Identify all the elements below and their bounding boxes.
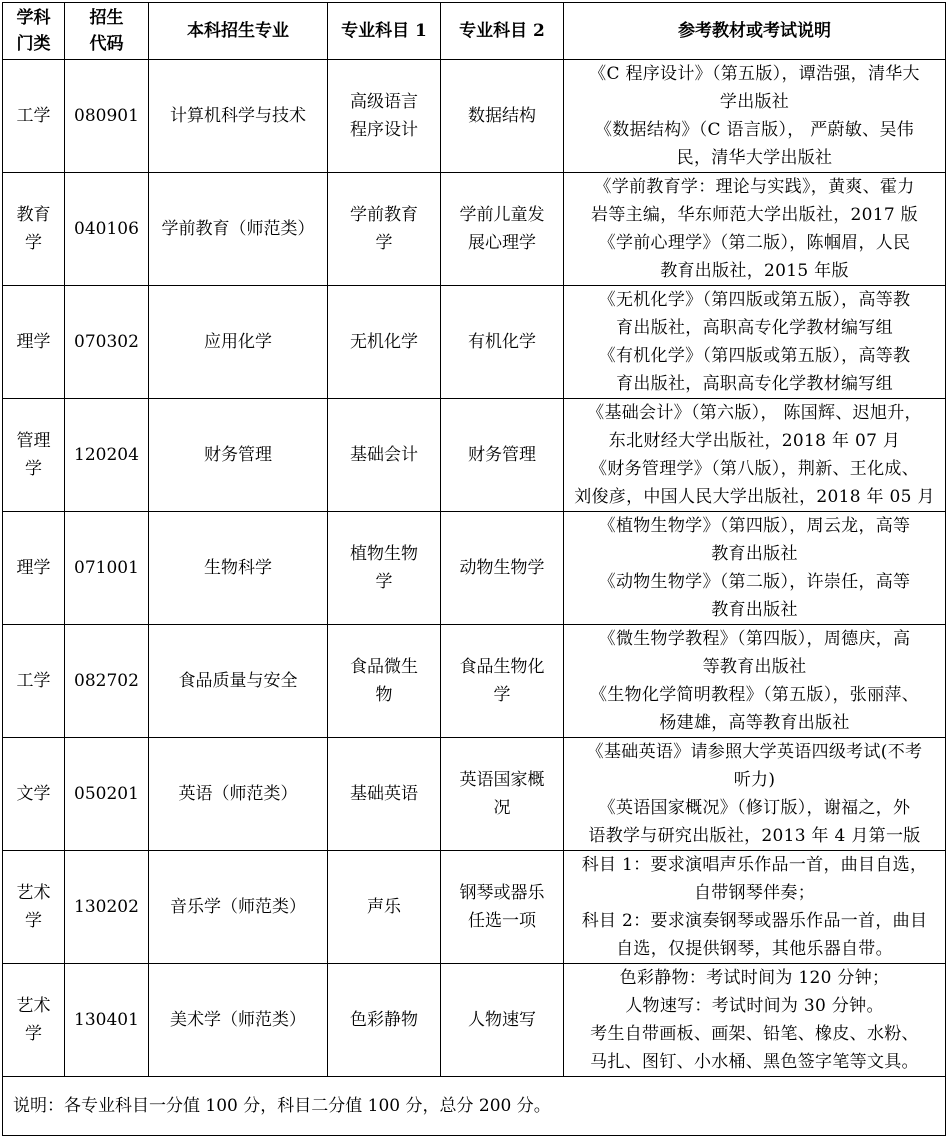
reference-cell-line: 教育出版社 <box>711 600 798 620</box>
category-cell <box>3 738 65 851</box>
reference-cell <box>564 286 946 399</box>
reference-cell-line: 东北财经大学出版社，2018 年 07 月 <box>608 431 901 451</box>
reference-cell-line: 《财务管理学》（第八版），荆新、王化成、 <box>590 459 919 479</box>
subject2-cell-line: 有机化学 <box>468 332 536 352</box>
subject2-cell <box>441 625 564 738</box>
subject1-cell-line: 物 <box>375 685 393 705</box>
subject2-cell-line: 展心理学 <box>468 233 536 253</box>
reference-cell-line: 学出版社 <box>719 92 790 112</box>
subject1-cell-line: 植物生物 <box>350 544 418 564</box>
category-cell <box>3 173 65 286</box>
subject1-cell-line: 食品微生 <box>350 657 418 677</box>
subject1-cell <box>328 286 441 399</box>
header-reference: 参考教材或考试说明 <box>564 3 946 60</box>
reference-cell-line: 《生物化学简明教程》（第五版），张丽萍、 <box>590 685 919 705</box>
header-major: 本科招生专业 <box>149 3 328 60</box>
major-cell: 应用化学 <box>149 286 328 399</box>
subject1-cell <box>328 851 441 964</box>
reference-cell-line: 教育出版社，2015 年版 <box>660 261 849 281</box>
code-cell: 071001 <box>65 512 149 625</box>
subject1-cell <box>328 60 441 173</box>
subject2-cell <box>441 399 564 512</box>
header-code: 招生 代码 <box>65 3 149 60</box>
reference-cell-line: 《动物生物学》（第二版），许崇任，高等 <box>598 572 911 592</box>
subject2-cell <box>441 512 564 625</box>
subject1-cell-line: 程序设计 <box>350 120 418 140</box>
subject2-cell <box>441 964 564 1077</box>
reference-cell-line: 《学前心理学》（第二版），陈帼眉，人民 <box>598 233 911 253</box>
major-cell: 英语（师范类） <box>149 738 328 851</box>
table-row <box>3 964 946 1077</box>
reference-cell-line: 刘俊彦，中国人民大学出版社，2018 年 05 月 <box>574 487 935 507</box>
reference-cell-line: 考生自带画板、画架、铅笔、橡皮、水粉、 <box>590 1024 919 1044</box>
category-cell-line: 理学 <box>16 332 51 352</box>
subject1-cell-line: 基础会计 <box>350 445 418 465</box>
subject1-cell <box>328 173 441 286</box>
reference-cell <box>564 173 946 286</box>
subject2-cell <box>441 851 564 964</box>
reference-cell-line: 《植物生物学》（第四版），周云龙，高等 <box>598 516 911 536</box>
code-cell: 130202 <box>65 851 149 964</box>
category-cell-line: 艺术 <box>16 883 51 903</box>
reference-cell-line: 杨建雄，高等教育出版社 <box>659 713 850 733</box>
subject2-cell-line: 数据结构 <box>468 106 536 126</box>
category-cell <box>3 512 65 625</box>
reference-cell <box>564 738 946 851</box>
reference-cell-line: 《英语国家概况》（修订版），谢福之，外 <box>598 798 911 818</box>
reference-cell-line: 《有机化学》（第四版或第五版），高等教 <box>598 346 911 366</box>
category-cell <box>3 625 65 738</box>
reference-cell <box>564 60 946 173</box>
subject2-cell-line: 食品生物化 <box>459 657 545 677</box>
reference-cell-line: 听力) <box>733 770 776 790</box>
reference-cell <box>564 851 946 964</box>
major-cell: 财务管理 <box>149 399 328 512</box>
major-cell: 食品质量与安全 <box>149 625 328 738</box>
table-row <box>3 399 946 512</box>
reference-cell-line: 育出版社，高职高专化学教材编写组 <box>616 374 893 394</box>
note-text: 说明：各专业科目一分值 100 分，科目二分值 100 分，总分 200 分。 <box>3 1077 946 1136</box>
subject2-cell <box>441 738 564 851</box>
subject1-cell <box>328 964 441 1077</box>
category-cell-line: 艺术 <box>16 996 51 1016</box>
reference-cell-line: 科目 1：要求演唱声乐作品一首，曲目自选， <box>581 855 928 875</box>
code-cell: 080901 <box>65 60 149 173</box>
code-cell: 082702 <box>65 625 149 738</box>
note-row <box>3 1077 946 1136</box>
subject1-cell-line: 色彩静物 <box>350 1010 418 1030</box>
reference-cell <box>564 512 946 625</box>
subject1-cell-line: 基础英语 <box>350 784 418 804</box>
category-cell-line: 教育 <box>16 205 51 225</box>
reference-cell-line: 色彩静物：考试时间为 120 分钟； <box>619 968 890 988</box>
subject2-cell <box>441 286 564 399</box>
category-cell <box>3 286 65 399</box>
header-subject1: 专业科目 1 <box>328 3 441 60</box>
subject2-cell-line: 人物速写 <box>468 1010 536 1030</box>
subject2-cell-line: 任选一项 <box>468 911 536 931</box>
table-row <box>3 625 946 738</box>
code-cell: 050201 <box>65 738 149 851</box>
reference-cell-line: 《数据结构》（C 语言版）， 严蔚敏、吴伟 <box>594 120 915 140</box>
table-row <box>3 851 946 964</box>
code-cell: 040106 <box>65 173 149 286</box>
subject2-cell-line: 况 <box>493 798 511 818</box>
subject1-cell-line: 学 <box>375 572 393 592</box>
subject2-cell-line: 学前儿童发 <box>459 205 545 225</box>
subject2-cell-line: 学 <box>493 685 511 705</box>
reference-cell-line: 《无机化学》（第四版或第五版），高等教 <box>598 290 911 310</box>
reference-cell-line: 马扎、图钉、小水桶、黑色签字笔等文具。 <box>590 1052 919 1072</box>
category-cell <box>3 851 65 964</box>
category-cell-line: 工学 <box>16 671 51 691</box>
category-cell <box>3 60 65 173</box>
major-cell: 学前教育（师范类） <box>149 173 328 286</box>
subject2-cell-line: 钢琴或器乐 <box>459 883 545 903</box>
reference-cell-line: 等教育出版社 <box>702 657 807 677</box>
code-cell: 130401 <box>65 964 149 1077</box>
reference-cell <box>564 964 946 1077</box>
category-cell-line: 理学 <box>16 558 51 578</box>
reference-cell <box>564 625 946 738</box>
major-cell: 计算机科学与技术 <box>149 60 328 173</box>
subject2-cell-line: 英语国家概 <box>459 770 545 790</box>
category-cell-line: 学 <box>25 459 42 479</box>
header-row <box>3 3 946 60</box>
subject2-cell <box>441 173 564 286</box>
reference-cell-line: 《C 程序设计》（第五版），谭浩强，清华大 <box>589 64 920 84</box>
reference-cell-line: 《基础英语》请参照大学英语四级考试(不考 <box>586 742 923 762</box>
table-row <box>3 512 946 625</box>
table-row <box>3 286 946 399</box>
major-cell: 生物科学 <box>149 512 328 625</box>
category-cell-line: 文学 <box>16 784 51 804</box>
category-cell <box>3 399 65 512</box>
reference-cell-line: 人物速写：考试时间为 30 分钟。 <box>625 996 884 1016</box>
subject1-cell-line: 高级语言 <box>350 92 418 112</box>
subject1-cell <box>328 738 441 851</box>
subject1-cell-line: 无机化学 <box>350 332 418 352</box>
admission-table <box>2 2 946 1136</box>
reference-cell-line: 教育出版社 <box>711 544 798 564</box>
table-row <box>3 738 946 851</box>
reference-cell-line: 《微生物学教程》（第四版），周德庆，高 <box>598 629 911 649</box>
reference-cell-line: 自选，仅提供钢琴，其他乐器自带。 <box>616 939 893 959</box>
subject1-cell-line: 学 <box>375 233 393 253</box>
table-row <box>3 60 946 173</box>
category-cell-line: 工学 <box>16 106 51 126</box>
subject2-cell <box>441 60 564 173</box>
reference-cell-line: 科目 2：要求演奏钢琴或器乐作品一首，曲目 <box>581 911 928 931</box>
reference-cell-line: 语教学与研究出版社，2013 年 4 月第一版 <box>588 826 921 846</box>
reference-cell <box>564 399 946 512</box>
subject1-cell <box>328 512 441 625</box>
category-cell <box>3 964 65 1077</box>
header-subject2: 专业科目 2 <box>441 3 564 60</box>
major-cell: 音乐学（师范类） <box>149 851 328 964</box>
reference-cell-line: 自带钢琴伴奏； <box>693 883 816 903</box>
code-cell: 070302 <box>65 286 149 399</box>
category-cell-line: 学 <box>25 233 42 253</box>
subject1-cell-line: 声乐 <box>367 897 401 917</box>
reference-cell-line: 《基础会计》（第六版）， 陈国辉、迟旭升， <box>587 403 922 423</box>
subject1-cell <box>328 399 441 512</box>
code-cell: 120204 <box>65 399 149 512</box>
major-cell: 美术学（师范类） <box>149 964 328 1077</box>
category-cell-line: 管理 <box>16 431 51 451</box>
subject1-cell <box>328 625 441 738</box>
reference-cell-line: 岩等主编，华东师范大学出版社，2017 版 <box>591 205 918 225</box>
category-cell-line: 学 <box>25 1024 42 1044</box>
reference-cell-line: 育出版社，高职高专化学教材编写组 <box>616 318 893 338</box>
reference-cell-line: 民，清华大学出版社 <box>676 148 833 168</box>
subject1-cell-line: 学前教育 <box>350 205 418 225</box>
table-row <box>3 173 946 286</box>
subject2-cell-line: 财务管理 <box>468 445 536 465</box>
subject2-cell-line: 动物生物学 <box>459 558 545 578</box>
reference-cell-line: 《学前教育学：理论与实践》，黄爽、霍力 <box>594 177 915 197</box>
category-cell-line: 学 <box>25 911 42 931</box>
header-category: 学科 门类 <box>3 3 65 60</box>
